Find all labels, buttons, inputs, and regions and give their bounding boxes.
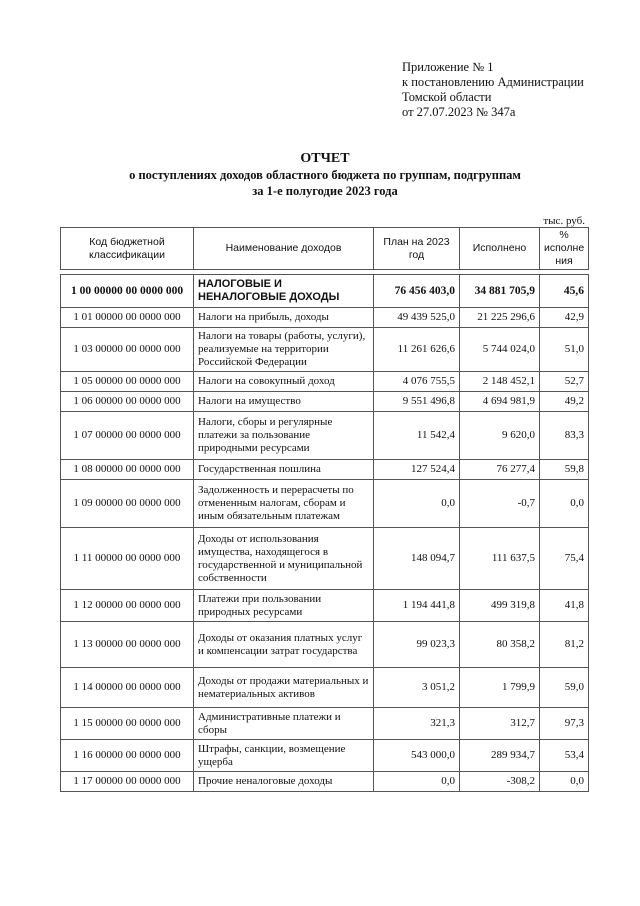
- table-row: [61, 480, 589, 528]
- cell-percent: 0,0: [540, 480, 589, 528]
- cell-percent: 49,2: [540, 392, 589, 412]
- cell-name: Административные платежи и сборы: [194, 708, 374, 740]
- table-row: [61, 328, 589, 372]
- cell-percent: 41,8: [540, 590, 589, 622]
- revenue-table: [60, 227, 589, 792]
- cell-percent: 52,7: [540, 372, 589, 392]
- table-row: [61, 308, 589, 328]
- cell-plan: 148 094,7: [374, 528, 460, 590]
- table-row: [61, 460, 589, 480]
- total-percent: 45,6: [540, 275, 589, 308]
- report-heading: [60, 150, 590, 199]
- cell-actual: 76 277,4: [460, 460, 540, 480]
- cell-actual: 312,7: [460, 708, 540, 740]
- table-row: [61, 372, 589, 392]
- cell-code: 1 12 00000 00 0000 000: [61, 590, 194, 622]
- cell-actual: 111 637,5: [460, 528, 540, 590]
- cell-plan: 321,3: [374, 708, 460, 740]
- cell-plan: 9 551 496,8: [374, 392, 460, 412]
- cell-percent: 51,0: [540, 328, 589, 372]
- cell-plan: 4 076 755,5: [374, 372, 460, 392]
- cell-plan: 1 194 441,8: [374, 590, 460, 622]
- report-subtitle-line-1: о поступлениях доходов областного бюджета по группам, подгруппам: [129, 168, 521, 182]
- cell-name: Налоги на товары (работы, услуги), реализуемые на территории Российской Федерации: [194, 328, 374, 372]
- cell-actual: 9 620,0: [460, 412, 540, 460]
- cell-actual: -0,7: [460, 480, 540, 528]
- appendix-line-3: Томской области: [402, 90, 492, 104]
- cell-percent: 59,0: [540, 668, 589, 708]
- cell-percent: 81,2: [540, 622, 589, 668]
- cell-code: 1 09 00000 00 0000 000: [61, 480, 194, 528]
- table-row: [61, 590, 589, 622]
- cell-actual: 1 799,9: [460, 668, 540, 708]
- cell-name: Налоги, сборы и регулярные платежи за пользование природными ресурсами: [194, 412, 374, 460]
- cell-code: 1 08 00000 00 0000 000: [61, 460, 194, 480]
- cell-plan: 3 051,2: [374, 668, 460, 708]
- cell-name: Доходы от использования имущества, находящегося в государственной и муниципальной собственности: [194, 528, 374, 590]
- cell-name: Штрафы, санкции, возмещение ущерба: [194, 740, 374, 772]
- cell-plan: 11 261 626,6: [374, 328, 460, 372]
- table-row: [61, 708, 589, 740]
- table-row: [61, 772, 589, 792]
- cell-plan: 127 524,4: [374, 460, 460, 480]
- table-row: [61, 668, 589, 708]
- total-plan: 76 456 403,0: [374, 275, 460, 308]
- cell-name: Платежи при пользовании природных ресурсами: [194, 590, 374, 622]
- header-actual: Исполнено: [460, 228, 540, 270]
- appendix-line-4: от 27.07.2023 № 347а: [402, 105, 516, 119]
- cell-plan: 11 542,4: [374, 412, 460, 460]
- cell-actual: 5 744 024,0: [460, 328, 540, 372]
- cell-name: Доходы от продажи материальных и нематериальных активов: [194, 668, 374, 708]
- cell-actual: 80 358,2: [460, 622, 540, 668]
- report-subtitle-line-2: за 1-е полугодие 2023 года: [252, 184, 398, 198]
- table-header-row: [61, 228, 589, 270]
- header-percent: % исполне ния: [540, 228, 589, 270]
- units-label: тыс. руб.: [543, 215, 585, 227]
- table-row: [61, 740, 589, 772]
- table-row: [61, 528, 589, 590]
- cell-plan: 99 023,3: [374, 622, 460, 668]
- cell-code: 1 13 00000 00 0000 000: [61, 622, 194, 668]
- total-row: [61, 275, 589, 308]
- cell-plan: 543 000,0: [374, 740, 460, 772]
- total-code: 1 00 00000 00 0000 000: [61, 275, 194, 308]
- cell-plan: 49 439 525,0: [374, 308, 460, 328]
- cell-code: 1 01 00000 00 0000 000: [61, 308, 194, 328]
- cell-name: Доходы от оказания платных услуг и компенсации затрат государства: [194, 622, 374, 668]
- cell-code: 1 05 00000 00 0000 000: [61, 372, 194, 392]
- cell-actual: 289 934,7: [460, 740, 540, 772]
- cell-name: Налоги на совокупный доход: [194, 372, 374, 392]
- cell-percent: 75,4: [540, 528, 589, 590]
- header-code: Код бюджетной классификации: [61, 228, 194, 270]
- cell-actual: -308,2: [460, 772, 540, 792]
- appendix-line-2: к постановлению Администрации: [402, 75, 584, 89]
- cell-percent: 97,3: [540, 708, 589, 740]
- cell-code: 1 17 00000 00 0000 000: [61, 772, 194, 792]
- cell-code: 1 14 00000 00 0000 000: [61, 668, 194, 708]
- header-name: Наименование доходов: [194, 228, 374, 270]
- cell-actual: 499 319,8: [460, 590, 540, 622]
- cell-actual: 2 148 452,1: [460, 372, 540, 392]
- cell-percent: 0,0: [540, 772, 589, 792]
- cell-actual: 21 225 296,6: [460, 308, 540, 328]
- total-name: НАЛОГОВЫЕ И НЕНАЛОГОВЫЕ ДОХОДЫ: [194, 275, 374, 308]
- cell-name: Государственная пошлина: [194, 460, 374, 480]
- cell-name: Налоги на имущество: [194, 392, 374, 412]
- cell-code: 1 16 00000 00 0000 000: [61, 740, 194, 772]
- cell-plan: 0,0: [374, 772, 460, 792]
- report-title: ОТЧЕТ: [300, 151, 350, 166]
- cell-code: 1 06 00000 00 0000 000: [61, 392, 194, 412]
- total-actual: 34 881 705,9: [460, 275, 540, 308]
- cell-code: 1 07 00000 00 0000 000: [61, 412, 194, 460]
- cell-actual: 4 694 981,9: [460, 392, 540, 412]
- cell-code: 1 11 00000 00 0000 000: [61, 528, 194, 590]
- cell-name: Налоги на прибыль, доходы: [194, 308, 374, 328]
- cell-name: Задолженность и перерасчеты по отмененным налогам, сборам и иным обязательным платежам: [194, 480, 374, 528]
- appendix-note: [402, 60, 584, 120]
- cell-percent: 83,3: [540, 412, 589, 460]
- cell-percent: 59,8: [540, 460, 589, 480]
- table-row: [61, 392, 589, 412]
- cell-percent: 42,9: [540, 308, 589, 328]
- table-row: [61, 412, 589, 460]
- appendix-line-1: Приложение № 1: [402, 60, 494, 74]
- table-row: [61, 622, 589, 668]
- cell-percent: 53,4: [540, 740, 589, 772]
- cell-name: Прочие неналоговые доходы: [194, 772, 374, 792]
- cell-code: 1 03 00000 00 0000 000: [61, 328, 194, 372]
- cell-plan: 0,0: [374, 480, 460, 528]
- cell-code: 1 15 00000 00 0000 000: [61, 708, 194, 740]
- header-plan: План на 2023 год: [374, 228, 460, 270]
